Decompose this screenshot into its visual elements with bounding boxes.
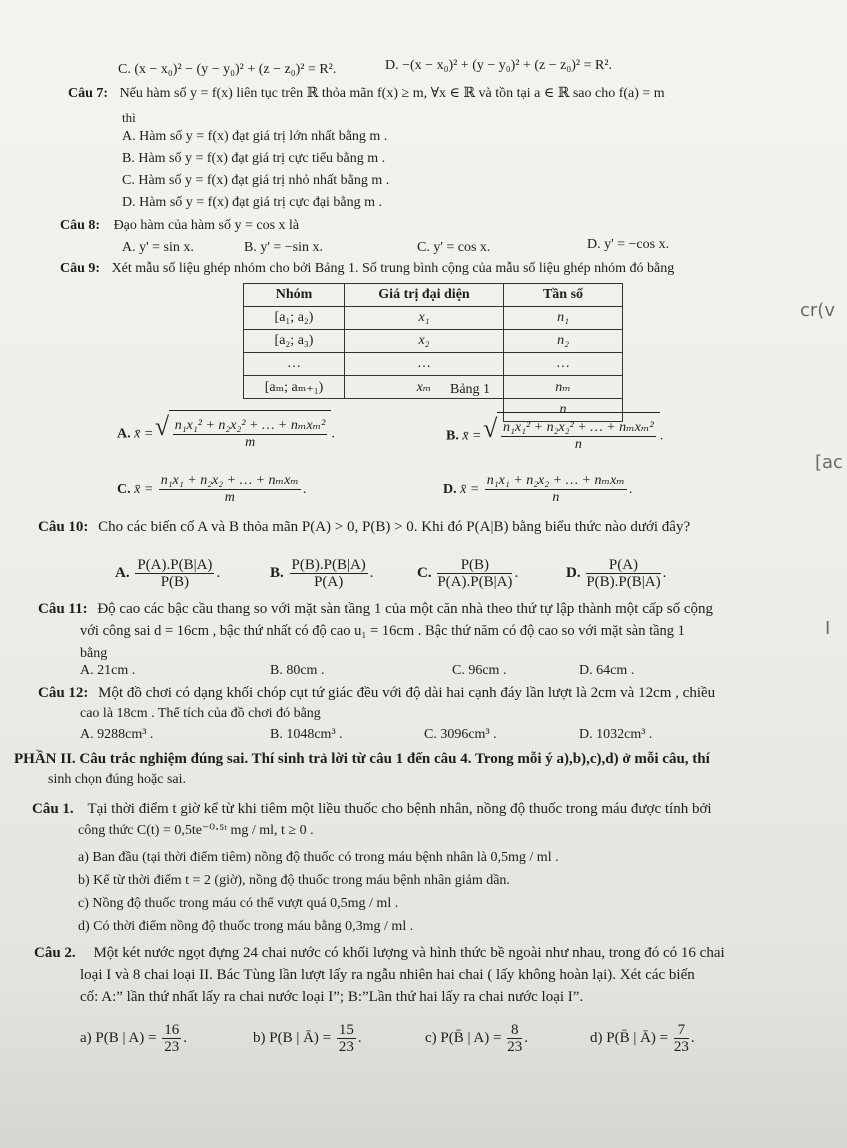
q11-line3: bằng [80, 646, 108, 661]
q8-label: Câu 8: [60, 218, 101, 233]
table-cell: … [244, 353, 345, 376]
p2q2-line1: Một két nước ngọt đựng 24 chai nước có khối lượng và hình thức bề ngoài như nhau, trong đó có 16 chai [93, 945, 725, 961]
fraction-denominator: 23 [164, 1039, 180, 1056]
p2q2-statement-c: c) P(B̄ | A) = $\frac{8}{23}$ . [425, 1022, 528, 1056]
fraction-numerator: √ n₁x₁² + n₂x₂² + … + nₘxₘ² [174, 418, 326, 434]
table-header: Giá trị đại diện [345, 284, 504, 307]
fraction-denominator: P(B) [160, 574, 190, 591]
q7-cont: thì [122, 110, 136, 125]
table-cell: x₁ [345, 307, 504, 330]
q7-block [68, 85, 665, 103]
q11-option-a: A. 21cm . [80, 663, 136, 678]
q11-block [38, 600, 713, 618]
option-label: C. [117, 482, 131, 497]
table-row [244, 376, 623, 399]
p2q2-statement-b: b) P(B | Ā) = $\frac{15}{23}$ . [253, 1022, 362, 1056]
q10-option-a: A. $\frac{P(A).P(B|A)}{P(B)}$ . [115, 557, 221, 591]
fraction-numerator: P(A) [586, 557, 660, 574]
q11-option-b: B. 80cm . [270, 663, 325, 678]
table-row [244, 307, 623, 330]
q8-text: Đạo hàm của hàm số y = cos x là [113, 218, 300, 233]
q9-label: Câu 9: [60, 261, 101, 276]
q7-text: Nếu hàm số y = f(x) liên tục trên ℝ thỏa mãn f(x) ≥ m, ∀x ∈ ℝ và tồn tại a ∈ ℝ sao cho f(a) = m [119, 86, 665, 101]
fraction-denominator: P(A).P(B|A) [437, 574, 513, 591]
q12-option-c: C. 3096cm³ . [424, 727, 497, 742]
q7-option-a: A. Hàm số y = f(x) đạt giá trị lớn nhất bằng m . [122, 129, 388, 144]
margin-note: I [825, 618, 831, 639]
p2q2-label: Câu 2. [34, 945, 76, 961]
option-label: A. [115, 565, 130, 581]
formula-fraction [586, 557, 660, 590]
q11-option-d: D. 64cm . [579, 663, 635, 678]
q9-option-d: D. x̄ = $\frac{\text{n₁x₁ + n₂x₂ + … + nₘxₘ}}{n}$ . [443, 473, 633, 506]
table-cell: xₘ [345, 376, 504, 399]
q11-option-c: C. 96cm . [452, 663, 507, 678]
q10-block [38, 518, 690, 536]
table-caption: Bảng 1 [450, 382, 491, 397]
q9-option-a: A. x̄ = √ $\frac{\text{n₁x₁² + n₂x₂² + … + nₘxₘ²}}{m}$ . [117, 410, 335, 458]
q6-option-c: C. (x − x₀)² − (y − y₀)² + (z − z₀)² = R². [118, 62, 337, 77]
q7-option-c: C. Hàm số y = f(x) đạt giá trị nhỏ nhất bằng m . [122, 173, 390, 188]
formula-fraction [501, 420, 656, 453]
q10-text: Cho các biến cố A và B thỏa mãn P(A) > 0, P(B) > 0. Khi đó P(A|B) bằng biểu thức nào dưới đây? [98, 519, 691, 535]
fraction-denominator: 23 [673, 1039, 689, 1056]
formula-fraction [162, 1022, 181, 1055]
option-label: B. [270, 565, 284, 581]
formula-fraction [485, 473, 627, 506]
p2q2-line2: loại I và 8 chai loại II. Bác Tùng lần lượt lấy ra ngẫu nhiên hai chai ( lấy không hoàn lại). Xét các biến [80, 967, 695, 983]
p2q2-statement-d: d) P(B̄ | Ā) = $\frac{7}{23}$ . [590, 1022, 695, 1056]
fraction-denominator: 23 [507, 1039, 523, 1056]
formula-lhs: a) P(B | A) = [80, 1030, 157, 1046]
p2q1-label: Câu 1. [32, 801, 74, 817]
q7-label: Câu 7: [68, 86, 109, 101]
table-cell: n [504, 399, 623, 422]
fraction-numerator: n₁x₁ + n₂x₂ + … + nₘxₘ [160, 473, 299, 489]
q8-option-d: D. y' = −cos x. [587, 237, 670, 252]
q12-label: Câu 12: [38, 685, 89, 701]
q9-block [60, 260, 674, 278]
option-label: A. [117, 426, 131, 442]
formula-lhs: d) P(B̄ | Ā) = [590, 1030, 669, 1046]
q7-option-b: B. Hàm số y = f(x) đạt giá trị cực tiểu bằng m . [122, 151, 386, 166]
formula-lhs: x̄ = [460, 482, 480, 497]
q12-option-a: A. 9288cm³ . [80, 727, 154, 742]
formula-lhs: x̄ = [462, 428, 482, 444]
fraction-numerator: 7 [674, 1022, 689, 1039]
q8-option-b: B. y' = −sin x. [244, 240, 323, 255]
formula-fraction [173, 418, 328, 451]
formula-fraction [337, 1022, 356, 1055]
q12-line1: Một đồ chơi có dạng khối chóp cụt tứ giác đều với độ dài hai cạnh đáy lần lượt là 2cm và 12cm , chiều [98, 685, 716, 701]
formula-fraction [135, 557, 214, 590]
sqrt-icon [157, 410, 332, 459]
table-header: Tần số [504, 284, 623, 307]
p2q1-statement-d: d) Có thời điểm nồng độ thuốc trong máu bằng 0,3mg / ml . [78, 919, 414, 934]
q9-text: Xét mẫu số liệu ghép nhóm cho bởi Bảng 1. Số trung bình cộng của mẫu số liệu ghép nhóm đó bằng [111, 261, 675, 276]
formula-lhs: b) P(B | Ā) = [253, 1030, 332, 1046]
formula-fraction [290, 557, 368, 590]
p2q2-block [34, 944, 725, 962]
margin-note: cr(v [800, 300, 835, 321]
q11-label: Câu 11: [38, 601, 88, 617]
fraction-denominator: 23 [338, 1039, 354, 1056]
q10-option-c: C. $\frac{P(B)}{P(A).P(B|A)}$ . [417, 557, 519, 591]
p2q1-block [32, 800, 712, 818]
table-cell: [aₘ; aₘ₊₁) [244, 376, 345, 399]
fraction-numerator: √ n₁x₁² + n₂x₂² + … + nₘxₘ² [503, 420, 654, 436]
q12-line2: cao là 18cm . Thể tích của đồ chơi đó bằng [80, 706, 321, 721]
q9-option-c: C. x̄ = $\frac{\text{n₁x₁ + n₂x₂ + … + nₘxₘ}}{m}$ . [117, 473, 307, 506]
p2q1-line1: Tại thời điểm t giờ kể từ khi tiêm một liều thuốc cho bệnh nhân, nồng độ thuốc trong máu được tính bởi [87, 801, 712, 817]
q11-line1: Độ cao các bậc cầu thang so với mặt sàn tầng 1 của một căn nhà theo thứ tự lập thành một cấp số cộng [97, 601, 714, 617]
q9-option-b: B. x̄ = √ $\frac{\text{n₁x₁² + n₂x₂² + … + nₘxₘ²}}{n}$ . [446, 412, 663, 460]
table-cell: … [345, 353, 504, 376]
option-label: B. [446, 428, 459, 444]
formula-lhs: x̄ = [134, 482, 154, 497]
fraction-denominator: n [574, 437, 582, 453]
option-label: D. [566, 565, 581, 581]
p2q1-line2: công thức C(t) = 0,5te⁻⁰‧⁵ᵗ mg / ml, t ≥ 0 . [78, 823, 314, 838]
table-cell: nₘ [504, 376, 623, 399]
table-cell: [a₂; a₃) [244, 330, 345, 353]
fraction-numerator: P(A).P(B|A) [137, 557, 213, 574]
table-cell: n₂ [504, 330, 623, 353]
part2-subtext: sinh chọn đúng hoặc sai. [48, 772, 187, 787]
table-header: Nhóm [244, 284, 345, 307]
fraction-denominator: m [224, 490, 235, 506]
part2-heading: PHẦN II. Câu trắc nghiệm đúng sai. Thí sinh trả lời từ câu 1 đến câu 4. Trong mỗi ý a),b),c),d) ở mỗi câu, thí [14, 751, 710, 767]
fraction-numerator: P(B) [437, 557, 512, 574]
q11-line2: với công sai d = 16cm , bậc thứ nhất có độ cao u₁ = 16cm . Bậc thứ năm có độ cao so với mặt sàn tầng 1 [80, 623, 685, 639]
fraction-numerator: 16 [164, 1022, 180, 1039]
formula-fraction [507, 1022, 522, 1055]
p2q1-statement-a: a) Ban đầu (tại thời điểm tiêm) nồng độ thuốc có trong máu bệnh nhân là 0,5mg / ml . [78, 850, 559, 865]
q12-block [38, 684, 715, 702]
formula-lhs: x̄ = [134, 426, 154, 442]
sqrt-icon [485, 412, 660, 461]
fraction-denominator: n [552, 490, 560, 506]
table-row [244, 353, 623, 376]
fraction-numerator: P(B).P(B|A) [291, 557, 366, 574]
formula-lhs: c) P(B̄ | A) = [425, 1030, 502, 1046]
q6-option-d: D. −(x − x₀)² + (y − y₀)² + (z − z₀)² = R². [385, 58, 613, 73]
option-label: D. [443, 482, 457, 497]
q8-block [60, 217, 299, 235]
fraction-denominator: P(B).P(B|A) [586, 574, 661, 591]
p2q1-statement-c: c) Nồng độ thuốc trong máu có thể vượt quá 0,5mg / ml . [78, 896, 399, 911]
q12-option-d: D. 1032cm³ . [579, 727, 653, 742]
fraction-denominator: P(A) [314, 574, 344, 591]
table-cell: [a₁; a₂) [244, 307, 345, 330]
q12-option-b: B. 1048cm³ . [270, 727, 343, 742]
q10-label: Câu 10: [38, 519, 89, 535]
table-cell: x₂ [345, 330, 504, 353]
q8-option-a: A. y' = sin x. [122, 240, 194, 255]
p2q2-line3: cố: A:” lần thứ nhất lấy ra chai nước loại I”; B:”Lần thứ hai lấy ra chai nước loại I”. [80, 989, 584, 1005]
fraction-numerator: 8 [507, 1022, 522, 1039]
p2q2-statement-a: a) P(B | A) = $\frac{16}{23}$ . [80, 1022, 187, 1056]
fraction-numerator: 15 [338, 1022, 354, 1039]
q10-option-b: B. $\frac{P(B).P(B|A)}{P(A)}$ . [270, 557, 374, 591]
table-row [244, 330, 623, 353]
formula-fraction [674, 1022, 689, 1055]
formula-fraction [437, 557, 512, 590]
margin-note: [ac [815, 452, 843, 473]
table-cell: … [504, 353, 623, 376]
table-cell: n₁ [504, 307, 623, 330]
fraction-denominator: m [245, 435, 256, 451]
frequency-table [243, 283, 623, 422]
q7-option-d: D. Hàm số y = f(x) đạt giá trị cực đại bằng m . [122, 195, 383, 210]
q8-option-c: C. y' = cos x. [417, 240, 491, 255]
option-label: C. [417, 565, 432, 581]
table-header-row [244, 284, 623, 307]
p2q1-statement-b: b) Kể từ thời điểm t = 2 (giờ), nồng độ thuốc trong máu bệnh nhân giảm dần. [78, 873, 510, 888]
q10-option-d: D. $\frac{P(A)}{P(B).P(B|A)}$ . [566, 557, 667, 591]
fraction-numerator: n₁x₁ + n₂x₂ + … + nₘxₘ [486, 473, 625, 489]
formula-fraction [159, 473, 301, 506]
